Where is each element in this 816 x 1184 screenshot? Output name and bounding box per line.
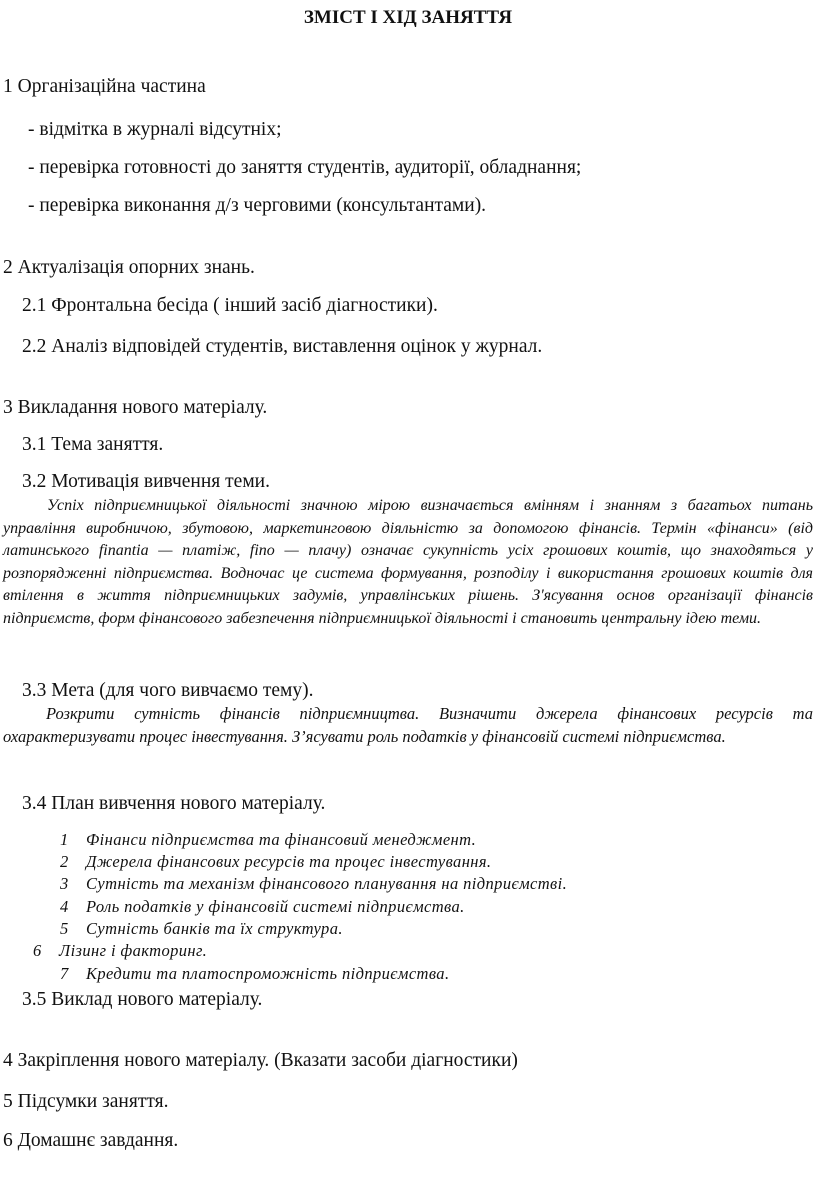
section-2-item: 2.1 Фронтальна бесіда ( інший засіб діагностики). [22, 295, 438, 316]
section-4-heading: 4 Закріплення нового матеріалу. (Вказати засоби діагностики) [3, 1050, 518, 1071]
motivation-heading: 3.2 Мотивація вивчення теми. [22, 471, 270, 492]
plan-item [60, 918, 343, 940]
plan-item-number: 2 [60, 852, 69, 871]
plan-heading: 3.4 План вивчення нового матеріалу. [22, 793, 326, 814]
section-6-heading: 6 Домашнє завдання. [3, 1130, 179, 1151]
section-2-heading: 2 Актуалізація опорних знань. [3, 257, 255, 278]
section-1-item: - перевірка виконання д/з черговими (консультантами). [28, 195, 487, 216]
plan-item [60, 851, 491, 873]
plan-item [60, 829, 476, 851]
section-5-heading: 5 Підсумки заняття. [3, 1091, 169, 1112]
delivery-heading: 3.5 Виклад нового матеріалу. [22, 989, 263, 1010]
plan-item-number: 3 [60, 874, 69, 893]
plan-item [60, 873, 567, 895]
section-1-heading: 1 Організаційна частина [3, 76, 206, 97]
section-1-item: - перевірка готовності до заняття студентів, аудиторії, обладнання; [28, 157, 582, 178]
plan-item-number: 6 [33, 941, 42, 960]
section-2-item: 2.2 Аналіз відповідей студентів, виставлення оцінок у журнал. [22, 336, 543, 357]
plan-item [60, 963, 450, 985]
plan-item-text: Лізинг і факторинг. [59, 941, 208, 960]
plan-item-text: Роль податків у фінансовій системі підприємства. [86, 897, 465, 916]
plan-item-text: Джерела фінансових ресурсів та процес інвестування. [86, 852, 492, 871]
plan-item-number: 1 [60, 830, 69, 849]
motivation-paragraph: Успіх підприємницької діяльності значною мірою визначається вмінням і знанням з багатьох питань управління виробничою, збутовою, маркетинговою діяльністю за допомогою фінансів. Термін «фінанси» (від латинського finantia — платіж, fino — плачу) означає сукупність усіх грошових коштів, що знаходяться у розпорядженні підприємства. Водночас це система формування, розподілу і використання грошових коштів для втілення в життя підприємницьких задумів, управлінських рішень. З'ясування основ організації фінансів підприємств, форм фінансового забезпечення підприємницької діяльності і становить центральну ідею теми. [3, 497, 813, 627]
plan-item-text: Сутність та механізм фінансового планування на підприємстві. [86, 874, 568, 893]
plan-item-text: Кредити та платоспроможність підприємства. [86, 964, 450, 983]
page-title: ЗМІСТ І ХІД ЗАНЯТТЯ [303, 7, 513, 28]
plan-item-text: Фінанси підприємства та фінансовий менеджмент. [86, 830, 477, 849]
goal-heading: 3.3 Мета (для чого вивчаємо тему). [22, 680, 314, 701]
plan-item [33, 940, 207, 962]
plan-item-number: 7 [60, 964, 69, 983]
topic-heading: 3.1 Тема заняття. [22, 434, 164, 455]
goal-paragraph: Розкрити сутність фінансів підприємництва. Визначити джерела фінансових ресурсів та охарактеризувати процес інвестування. З’ясувати роль податків у фінансовій системі підприємства. [3, 704, 813, 746]
plan-item-number: 5 [60, 919, 69, 938]
plan-item-number: 4 [60, 897, 69, 916]
plan-item [60, 896, 465, 918]
section-3-heading: 3 Викладання нового матеріалу. [3, 397, 268, 418]
section-1-item: - відмітка в журналі відсутніх; [28, 119, 282, 140]
plan-item-text: Сутність банків та їх структура. [86, 919, 343, 938]
